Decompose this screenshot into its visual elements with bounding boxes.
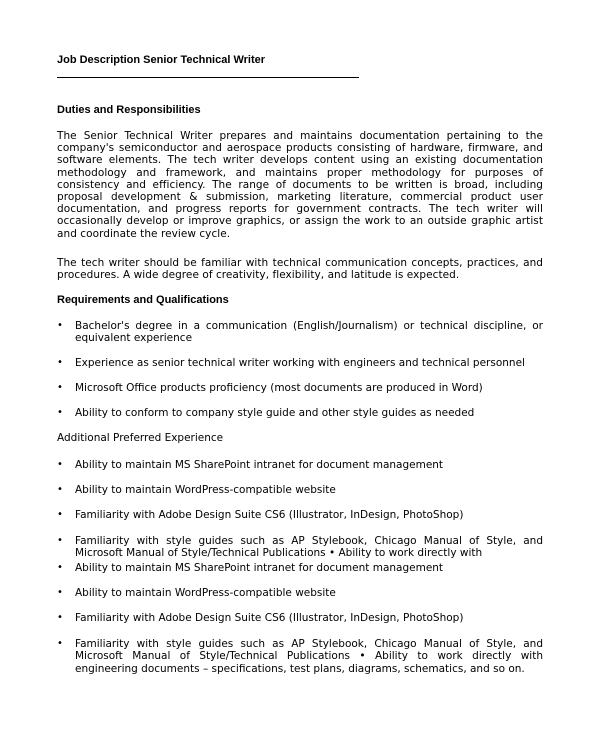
bullet-icon: •	[57, 484, 63, 495]
additional-experience-heading: Additional Preferred Experience	[57, 432, 224, 444]
requirement-text: Microsoft Office products proficiency (most documents are produced in Word)	[75, 382, 483, 394]
requirement-text: Experience as senior technical writer working with engineers and technical personnel	[75, 357, 525, 369]
bullet-icon: •	[57, 382, 63, 393]
bullet-icon: •	[57, 320, 63, 331]
duties-paragraph-1: The Senior Technical Writer prepares and maintains documentation pertaining to the company's semiconductor and aerospace products consisting of hardware, firmware, and software elements. The tech writer develops content using an existing documentation methodology and framework, and maintains proper methodology for purposes of consistency and efficiency. The range of documents to be written is broad, including proposal development & submission, marketing literature, commercial product user documentation, and progress reports for government contracts. The tech writer will occasionally develop or improve graphics, or assign the work to an outside graphic artist and coordinate the review cycle.	[57, 130, 543, 240]
bullet-icon: •	[57, 407, 63, 418]
requirements-heading: Requirements and Qualifications	[57, 294, 229, 306]
bullet-icon: •	[57, 638, 63, 649]
bullet-icon: •	[57, 459, 63, 470]
bullet-icon: •	[57, 612, 63, 623]
additional-text: Familiarity with Adobe Design Suite CS6 (Illustrator, InDesign, PhotoShop)	[75, 612, 464, 624]
bullet-icon: •	[57, 535, 63, 546]
bullet-icon: •	[57, 357, 63, 368]
requirement-text: Ability to conform to company style guide and other style guides as needed	[75, 407, 475, 419]
additional-text: Ability to maintain MS SharePoint intranet for document management	[75, 562, 444, 574]
document-title: Job Description Senior Technical Writer	[57, 54, 266, 66]
bullet-icon: •	[57, 562, 63, 573]
additional-text: Ability to maintain MS SharePoint intranet for document management	[75, 459, 444, 471]
bullet-icon: •	[57, 509, 63, 520]
additional-text: Familiarity with style guides such as AP Stylebook, Chicago Manual of Style, and Microsoft Manual of Style/Technical Publications • Ability to work directly with engineering documents – specifications, test plans, diagrams, schematics, and so on.	[75, 638, 543, 675]
additional-text: Familiarity with style guides such as AP Stylebook, Chicago Manual of Style, and Microsoft Manual of Style/Technical Publications • Ability to work directly with	[75, 535, 543, 560]
title-underline-divider	[57, 77, 359, 78]
additional-text: Familiarity with Adobe Design Suite CS6 (Illustrator, InDesign, PhotoShop)	[75, 509, 464, 521]
additional-text: Ability to maintain WordPress-compatible website	[75, 484, 336, 496]
duties-paragraph-2: The tech writer should be familiar with technical communication concepts, practices, and procedures. A wide degree of creativity, flexibility, and latitude is expected.	[57, 257, 543, 282]
bullet-icon: •	[57, 587, 63, 598]
duties-heading: Duties and Responsibilities	[57, 104, 201, 116]
additional-text: Ability to maintain WordPress-compatible website	[75, 587, 336, 599]
requirement-text: Bachelor's degree in a communication (English/Journalism) or technical discipline, or equivalent experience	[75, 320, 543, 345]
